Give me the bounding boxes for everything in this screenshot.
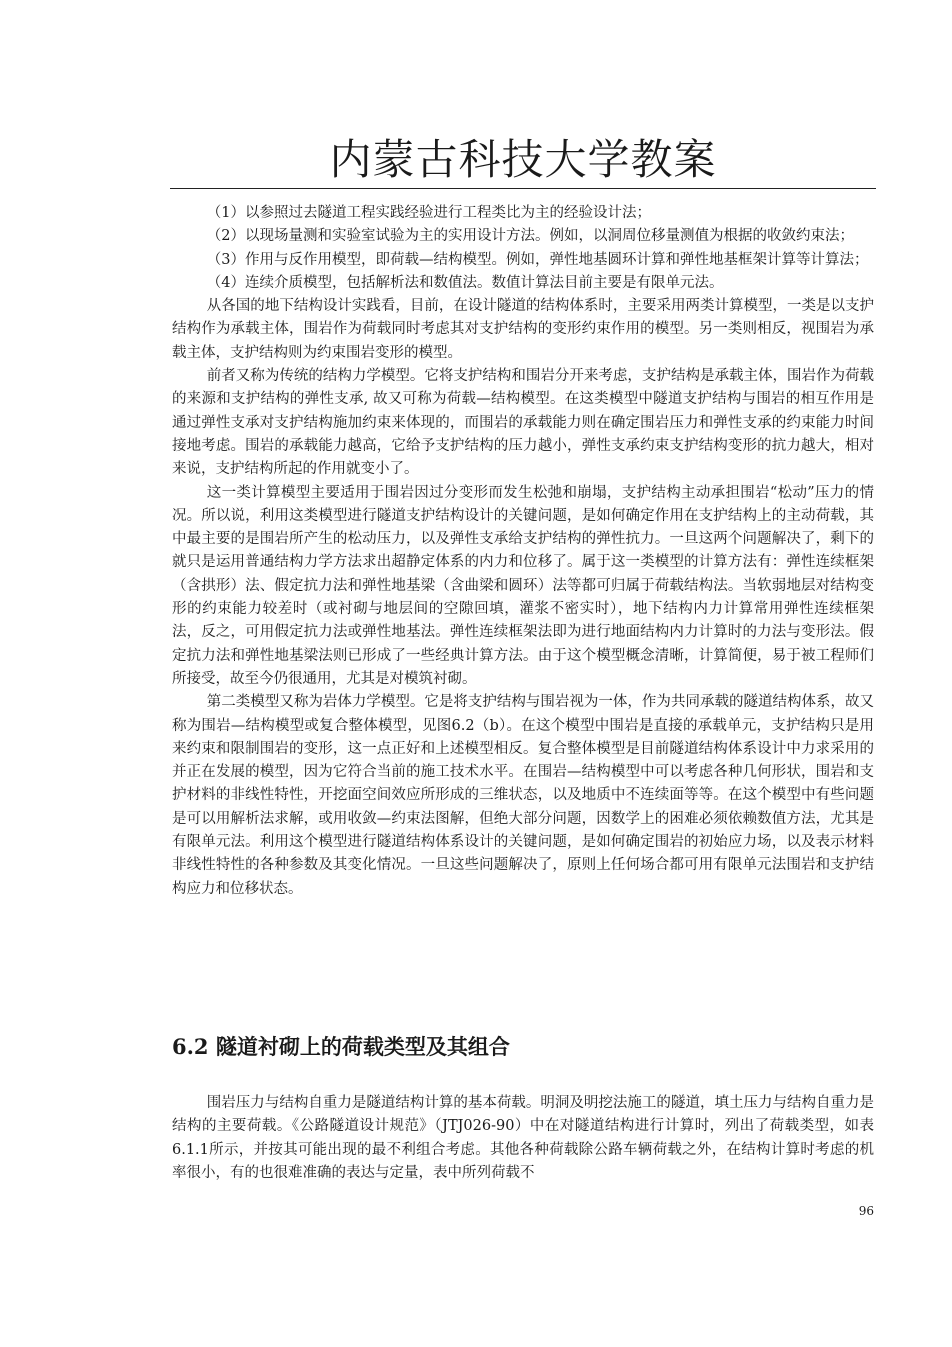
- paragraph-6: 前者又称为传统的结构力学模型。它将支护结构和围岩分开来考虑，支护结构是承载主体，围岩作为荷载的来源和支护结构的弹性支承, 故又可称为荷载—结构模型。在这类模型中隧道支护结构与围岩的相互作用是通过弹性支承对支护结构施加约束来体现的，而围岩的承载能力则在确定围岩压力和弹性支承的约束能力时间接地考虑。围岩的承载能力越高，它给予支护结构的压力越小，弹性支承约束支护结构变形的抗力越大，相对来说，支护结构所起的作用就变小了。: [172, 368, 874, 478]
- paragraph-7: 这一类计算模型主要适用于围岩因过分变形而发生松弛和崩塌，支护结构主动承担围岩“松动”压力的情况。所以说，利用这类模型进行隧道支护结构设计的关键问题，是如何确定作用在支护结构上的主动荷载，其中最主要的是围岩所产生的松动压力，以及弹性支承给支护结构的弹性抗力。一旦这两个问题解决了，剩下的就只是运用普通结构力学方法求出超静定体系的内力和位移了。属于这一类模型的计算方法有：弹性连续框架（含拱形）法、假定抗力法和弹性地基梁（含曲梁和圆环）法等都可归属于荷载结构法。当软弱地层对结构变形的约束能力较差时（或衬砌与地层间的空隙回填，灌浆不密实时），地下结构内力计算常用弹性连续框架法，反之，可用假定抗力法或弹性地基法。弹性连续框架法即为进行地面结构内力计算时的力法与变形法。假定抗力法和弹性地基梁法则已形成了一些经典计算方法。由于这个模型概念清晰，计算简便，易于被工程师们所接受，故至今仍很通用，尤其是对模筑衬砌。: [172, 484, 874, 687]
- paragraph-4: （4）连续介质模型，包括解析法和数值法。数值计算法目前主要是有限单元法。: [206, 274, 724, 291]
- section-heading: 6.2 隧道衬砌上的荷载类型及其组合: [172, 1034, 510, 1059]
- paragraph-3: （3）作用与反作用模型，即荷载—结构模型。例如，弹性地基圆环计算和弹性地基框架计算等计算法；: [206, 251, 869, 268]
- header-divider: [170, 188, 876, 189]
- page-number: 96: [858, 1204, 874, 1218]
- paragraph-2: （2）以现场量测和实验室试验为主的实用设计方法。例如，以洞周位移量测值为根据的收敛约束法；: [206, 228, 855, 245]
- page-header-title: 内蒙古科技大学教案: [329, 135, 717, 184]
- section-paragraph-1: 围岩压力与结构自重力是隧道结构计算的基本荷载。明洞及明挖法施工的隧道，填土压力与结构自重力是结构的主要荷载。《公路隧道设计规范》（JTJ026-90）中在对隧道结构进行计算时，列出了荷载类型，如表6.1.1所示，并按其可能出现的最不利组合考虑。其他各种荷载除公路车辆荷载之外，在结构计算时考虑的机率很小，有的也很难准确的表达与定量，表中所列荷载不: [172, 1095, 874, 1181]
- paragraph-5: 从各国的地下结构设计实践看，目前，在设计隧道的结构体系时，主要采用两类计算模型，一类是以支护结构作为承载主体，围岩作为荷载同时考虑其对支护结构的变形约束作用的模型。另一类则相反，视围岩为承载主体，支护结构则为约束围岩变形的模型。: [172, 298, 874, 361]
- paragraph-8: 第二类模型又称为岩体力学模型。它是将支护结构与围岩视为一体，作为共同承载的隧道结构体系，故又称为围岩—结构模型或复合整体模型，见图6.2（b）。在这个模型中围岩是直接的承载单元，支护结构只是用来约束和限制围岩的变形，这一点正好和上述模型相反。复合整体模型是目前隧道结构体系设计中力求采用的并正在发展的模型，因为它符合当前的施工技术水平。在围岩—结构模型中可以考虑各种几何形状，围岩和支护材料的非线性特性，开挖面空间效应所形成的三维状态，以及地质中不连续面等等。在这个模型中有些问题是可以用解析法求解，或用收敛—约束法图解，但绝大部分问题，因数学上的困难必须依赖数值方法，尤其是有限单元法。利用这个模型进行隧道结构体系设计的关键问题，是如何确定围岩的初始应力场，以及表示材料非线性特性的各种参数及其变化情况。一旦这些问题解决了，原则上任何场合都可用有限单元法围岩和支护结构应力和位移状态。: [172, 694, 874, 897]
- section-body-text: [172, 1092, 874, 1185]
- body-text: [172, 202, 874, 901]
- paragraph-1: （1）以参照过去隧道工程实践经验进行工程类比为主的经验设计法；: [206, 205, 652, 221]
